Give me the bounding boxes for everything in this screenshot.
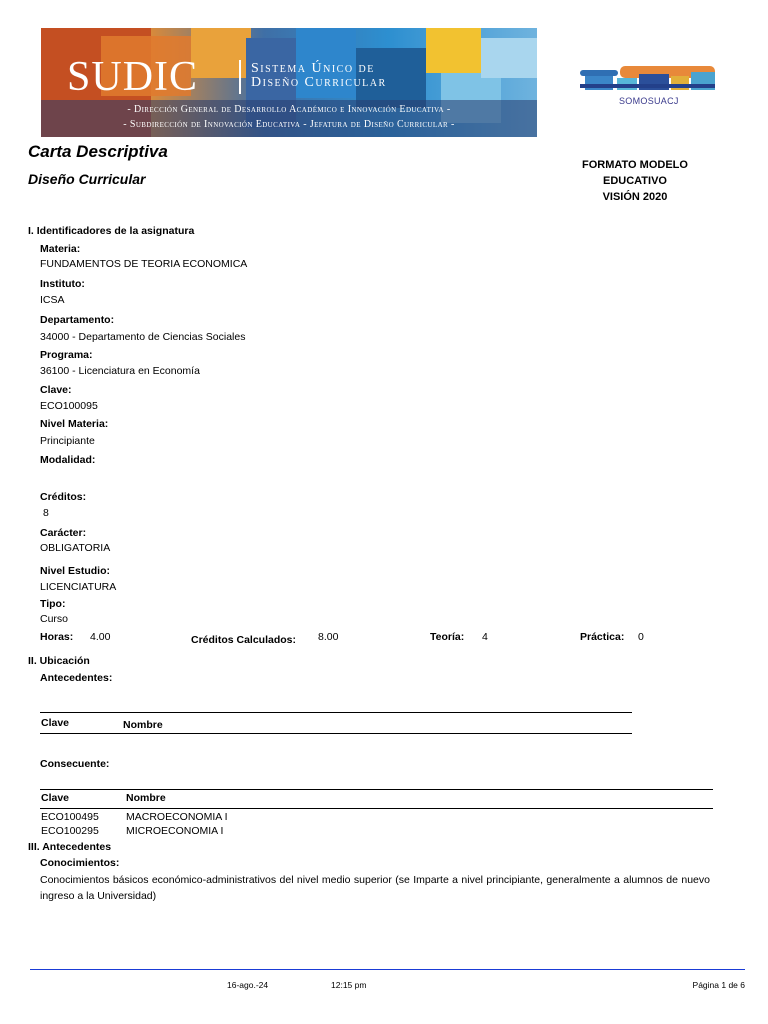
sudic-banner [41, 28, 537, 137]
footer-date: 16-ago.-24 [227, 980, 269, 990]
section-identificadores-heading: I. Identificadores de la asignatura [28, 225, 195, 237]
section-ubicacion-heading: II. Ubicación [28, 655, 90, 667]
clave-value: ECO100095 [40, 400, 98, 412]
consecuente-row-2-nombre: MICROECONOMIA I [126, 825, 224, 837]
consecuente-col-clave: Clave [41, 792, 70, 804]
tipo-label: Tipo: [40, 598, 66, 610]
horas-value: 4.00 [90, 631, 111, 643]
consecuente-table-bottom-rule [40, 808, 713, 809]
banner-system-line2: Diseño Curricular [251, 75, 387, 90]
antecedentes-col-clave: Clave [41, 717, 70, 729]
instituto-label: Instituto: [40, 278, 85, 290]
consecuente-row-2-clave: ECO100295 [41, 825, 99, 837]
banner-system-line1: Sistema Único de [251, 61, 375, 76]
programa-value: 36100 - Licenciatura en Economía [40, 365, 200, 377]
nivel-estudio-label: Nivel Estudio: [40, 565, 111, 577]
conocimientos-label: Conocimientos: [40, 857, 120, 869]
programa-label: Programa: [40, 349, 93, 361]
uacj-logo [575, 60, 725, 120]
consecuente-row-1-nombre: MACROECONOMIA I [126, 811, 228, 823]
nivel-materia-label: Nivel Materia: [40, 418, 109, 430]
uacj-logo-text: SOMOSUACJ [619, 96, 679, 106]
caracter-label: Carácter: [40, 527, 87, 539]
modalidad-label: Modalidad: [40, 454, 96, 466]
creditos-label: Créditos: [40, 491, 87, 503]
consecuente-label: Consecuente: [40, 758, 110, 770]
section-antecedentes-heading: III. Antecedentes [28, 841, 112, 853]
format-line-1: FORMATO MODELO [582, 159, 688, 171]
sudic-logo-text: SUDIC [67, 54, 199, 100]
banner-divider [239, 60, 241, 94]
nivel-estudio-value: LICENCIATURA [40, 581, 117, 593]
materia-value: FUNDAMENTOS DE TEORIA ECONOMICA [40, 258, 248, 270]
document-subtitle: Diseño Curricular [28, 171, 146, 187]
horas-label: Horas: [40, 631, 74, 643]
departamento-label: Departamento: [40, 314, 115, 326]
tipo-value: Curso [40, 613, 69, 625]
departamento-value: 34000 - Departamento de Ciencias Sociales [40, 331, 246, 343]
creditos-calculados-label: Créditos Calculados: [191, 634, 297, 646]
practica-value: 0 [638, 631, 644, 643]
practica-label: Práctica: [580, 631, 625, 643]
creditos-value: 8 [43, 507, 49, 519]
nivel-materia-value: Principiante [40, 435, 95, 447]
teoria-label: Teoría: [430, 631, 465, 643]
consecuente-row-1-clave: ECO100495 [41, 811, 99, 823]
document-title: Carta Descriptiva [28, 142, 168, 161]
banner-system-name [251, 62, 387, 90]
materia-label: Materia: [40, 243, 81, 255]
banner-subtitle-2: - Subdirección de Innovación Educativa - Jefatura de Diseño Curricular - [123, 119, 455, 130]
format-badge [560, 157, 710, 205]
footer-page-number: Página 1 de 6 [692, 980, 745, 990]
antecedentes-table-top-rule [40, 712, 632, 713]
consecuente-col-nombre: Nombre [126, 792, 166, 804]
format-line-2: EDUCATIVO [603, 175, 667, 187]
banner-subtitle-1: - Dirección General de Desarrollo Académico e Innovación Educativa - [127, 104, 451, 115]
footer-divider [30, 969, 745, 970]
creditos-calculados-value: 8.00 [318, 631, 339, 643]
instituto-value: ICSA [40, 294, 65, 306]
teoria-value: 4 [482, 631, 488, 643]
antecedentes-label: Antecedentes: [40, 672, 113, 684]
antecedentes-col-nombre: Nombre [123, 719, 163, 731]
footer-time: 12:15 pm [331, 980, 367, 990]
antecedentes-table-bottom-rule [40, 733, 632, 734]
consecuente-table-top-rule [40, 789, 713, 790]
caracter-value: OBLIGATORIA [40, 542, 111, 554]
format-line-3: VISIÓN 2020 [602, 191, 668, 203]
conocimientos-text: Conocimientos básicos económico-administrativos del nivel medio superior (se Imparte a nivel principiante, generalmente a alumnos de nuevo ingreso a la Universidad) [40, 874, 710, 902]
clave-label: Clave: [40, 384, 72, 396]
